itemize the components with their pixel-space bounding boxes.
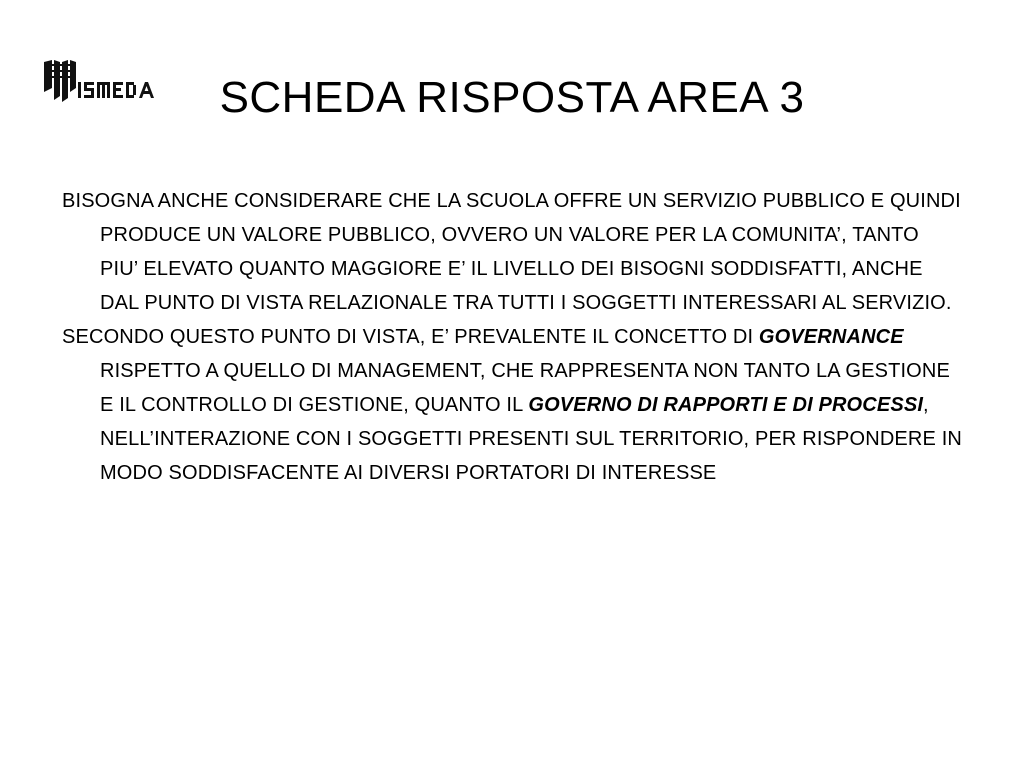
paragraph-text-part: , NELL’INTERAZIONE CON I SOGGETTI PRESENTI SUL TERRITORIO, PER RISPONDERE IN MODO SODDISFACENTE AI DIVERSI PORTATORI DI INTERESSE <box>100 394 962 484</box>
paragraph-text: BISOGNA ANCHE CONSIDERARE CHE LA SCUOLA OFFRE UN SERVIZIO PUBBLICO E QUINDI PRODUCE UN VALORE PUBBLICO, OVVERO UN VALORE PER LA COMUNITA’, TANTO PIU’ ELEVATO QUANTO MAGGIORE E’ IL LIVELLO DEI BISOGNI SODDISFATTI, ANCHE DAL PUNTO DI VISTA RELAZIONALE TRA TUTTI I SOGGETTI INTERESSARI AL SERVIZIO. <box>62 190 961 314</box>
paragraph-governance <box>62 320 962 490</box>
paragraph-text-part: SECONDO QUESTO PUNTO DI VISTA, E’ PREVALENTE IL CONCETTO DI <box>62 326 759 348</box>
paragraph-public-service <box>62 184 962 320</box>
slide-body <box>62 184 962 490</box>
slide-title: SCHEDA RISPOSTA AREA 3 <box>219 73 805 122</box>
paragraph-text-part: RISPETTO A QUELLO DI MANAGEMENT, CHE RAPPRESENTA NON TANTO LA GESTIONE E IL CONTROLLO DI GESTIONE, QUANTO IL <box>100 360 950 416</box>
emphasis-governance: GOVERNANCE <box>758 326 904 348</box>
emphasis-governo-rapporti: GOVERNO DI RAPPORTI E DI PROCESSI <box>528 394 924 416</box>
